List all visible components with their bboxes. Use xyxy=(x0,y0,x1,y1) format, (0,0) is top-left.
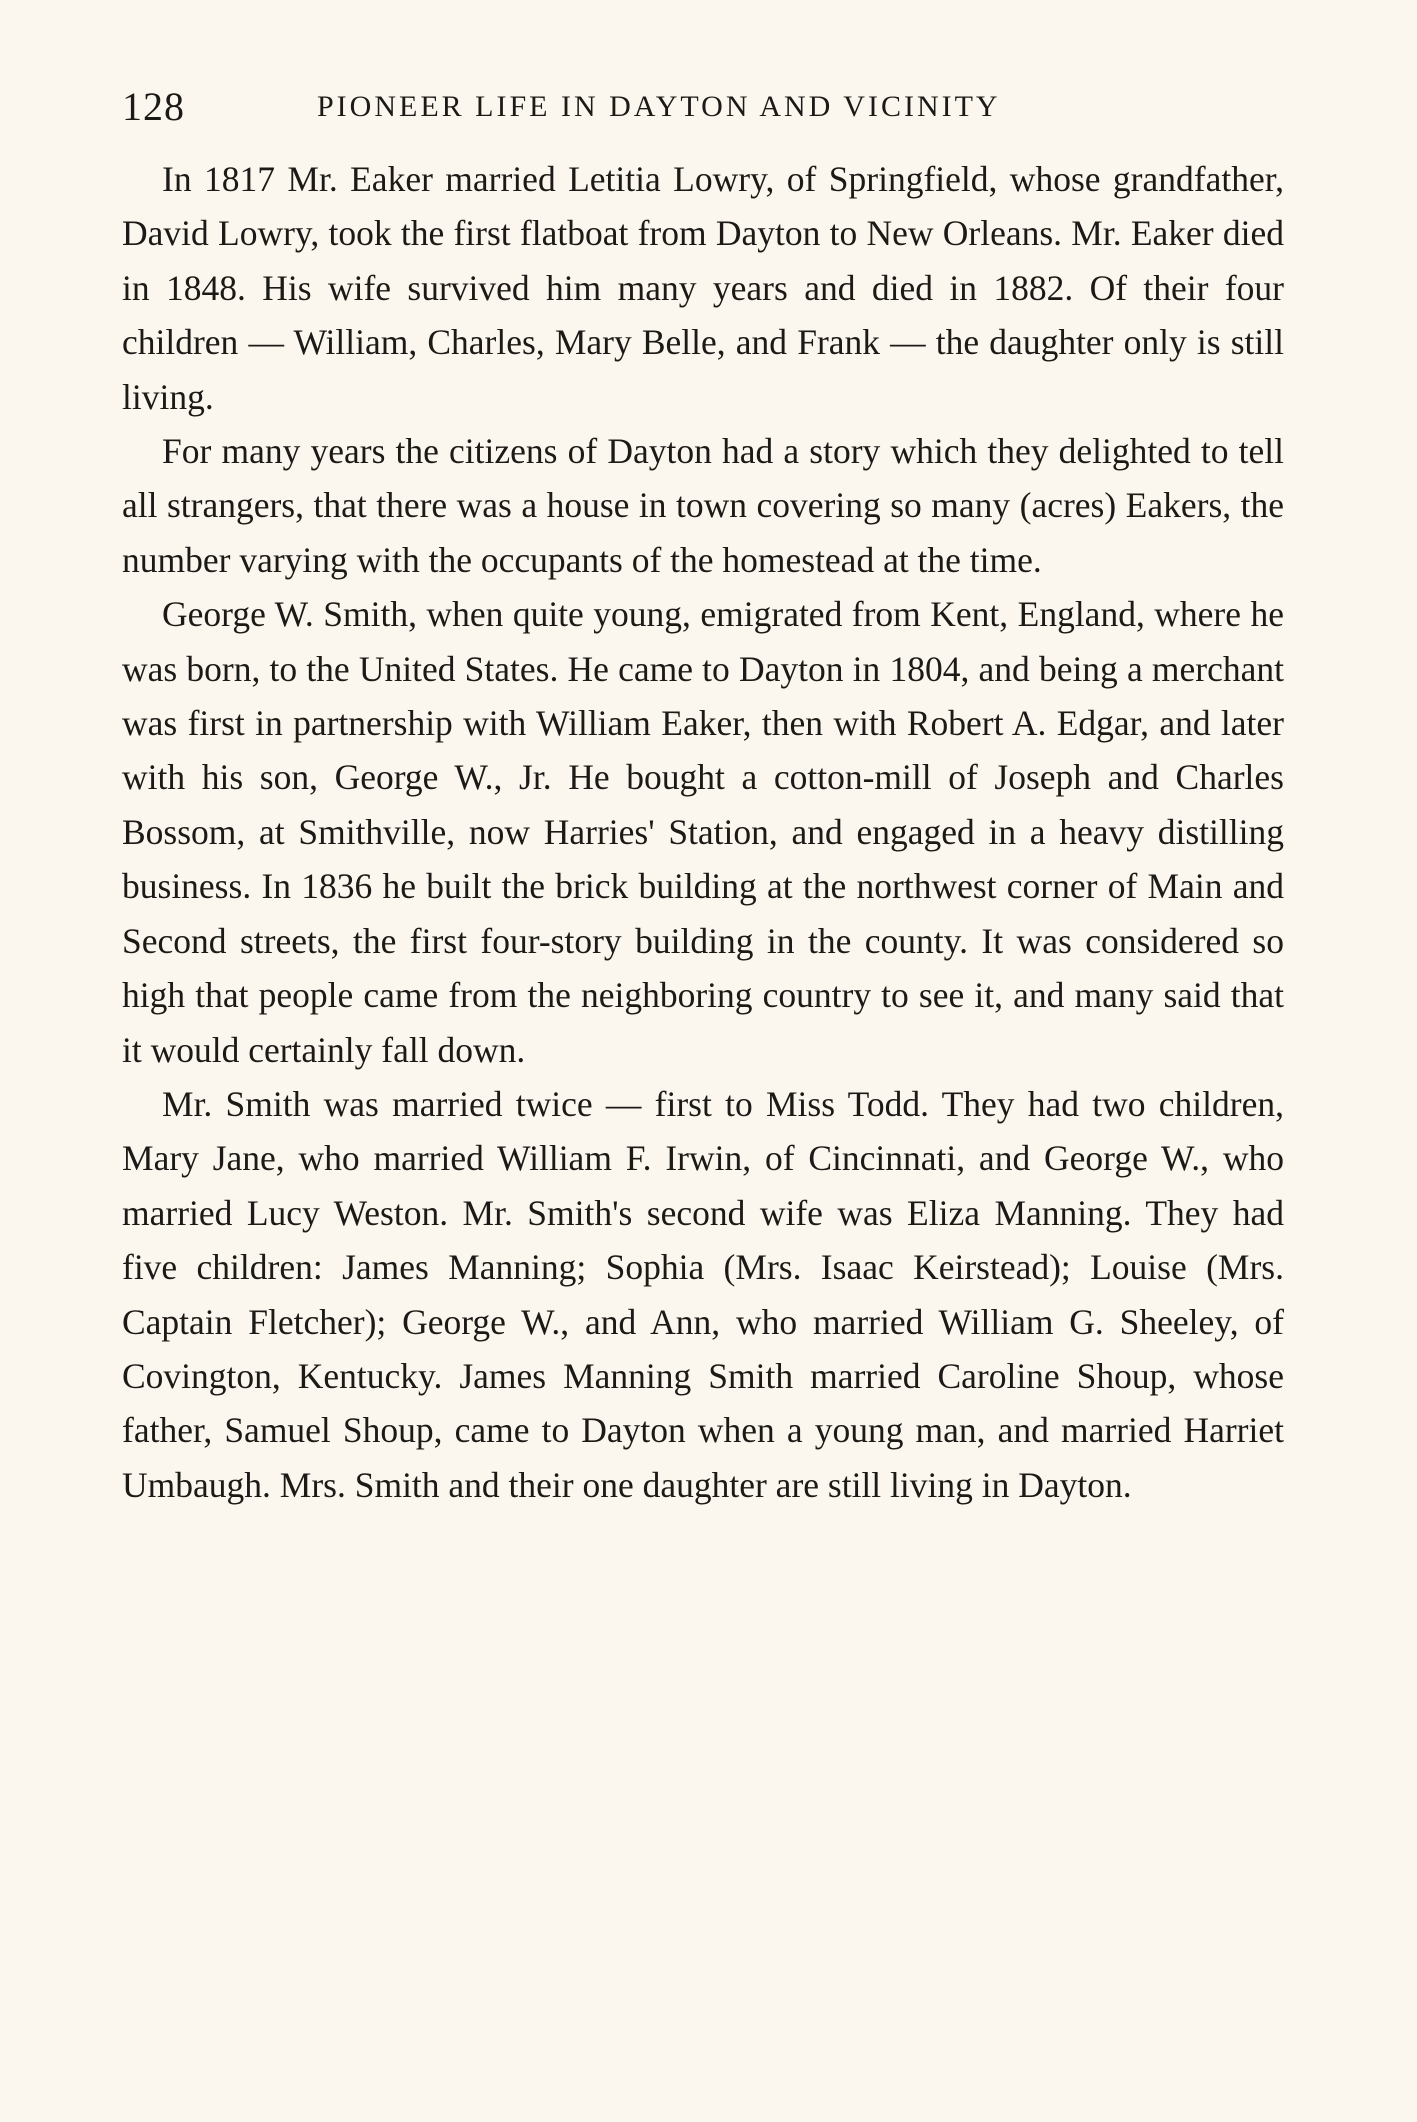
page-number: 128 xyxy=(122,84,185,129)
running-head xyxy=(122,82,1284,132)
paragraph-acres-story: For many years the citizens of Dayton had a story which they delighted to tell all strangers, that there was a house in town covering so many (acres) Eakers, the number varying with the occupants of the homestead at the time. xyxy=(122,431,1284,580)
paragraph-george-smith: George W. Smith, when quite young, emigrated from Kent, England, where he was born, to the United States. He came to Dayton in 1804, and being a merchant was first in partnership with William Eaker, then with Robert A. Edgar, and later with his son, George W., Jr. He bought a cotton-mill of Joseph and Charles Bossom, at Smithville, now Harries' Station, and engaged in a heavy distilling business. In 1836 he built the brick building at the northwest corner of Main and Second streets, the first four-story building in the county. It was considered so high that people came from the neighboring country to see it, and many said that it would certainly fall down. xyxy=(122,594,1284,1070)
paragraph-eaker-marriage: In 1817 Mr. Eaker married Letitia Lowry, of Springfield, whose grandfather, David Lowry, took the first flatboat from Dayton to New Orleans. Mr. Eaker died in 1848. His wife survived him many years and died in 1882. Of their four children — William, Charles, Mary Belle, and Frank — the daughter only is still living. xyxy=(122,159,1284,417)
body-text xyxy=(122,152,1284,1512)
paragraph-smith-family: Mr. Smith was married twice — first to Miss Todd. They had two children, Mary Jane, who married William F. Irwin, of Cincinnati, and George W., who married Lucy Weston. Mr. Smith's second wife was Eliza Manning. They had five children: James Manning; Sophia (Mrs. Isaac Keirstead); Louise (Mrs. Captain Fletcher); George W., and Ann, who married William G. Sheeley, of Covington, Kentucky. James Manning Smith married Caroline Shoup, whose father, Samuel Shoup, came to Dayton when a young man, and married Harriet Umbaugh. Mrs. Smith and their one daughter are still living in Dayton. xyxy=(122,1083,1284,1505)
running-title: PIONEER LIFE IN DAYTON AND VICINITY xyxy=(317,90,1001,123)
